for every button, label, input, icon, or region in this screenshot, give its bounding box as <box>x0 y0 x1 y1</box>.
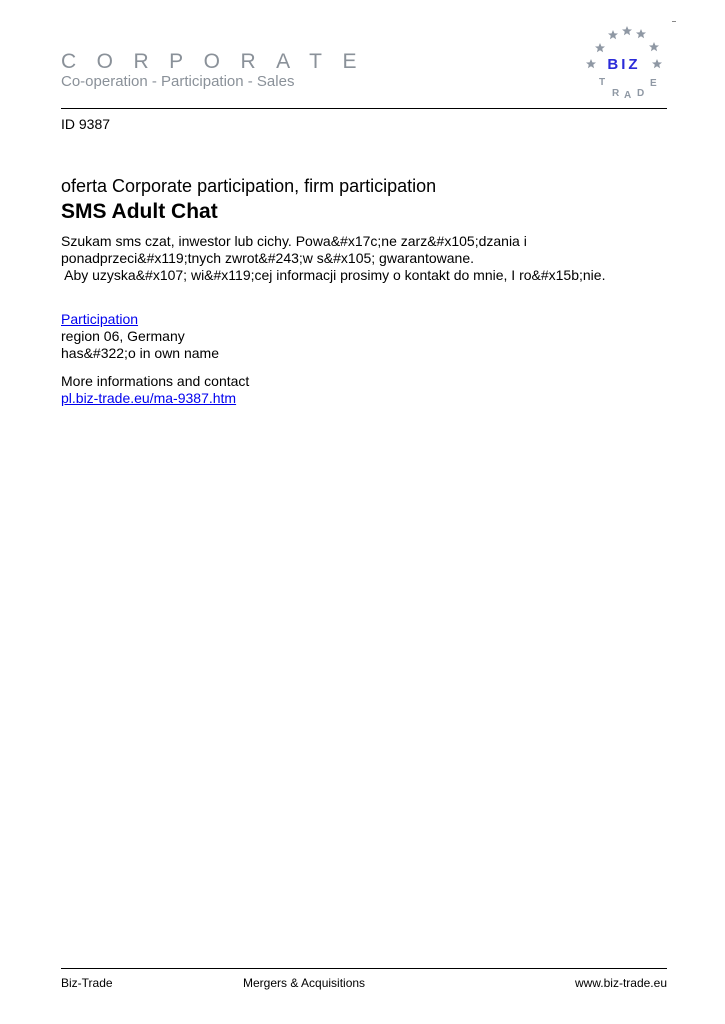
star-icon <box>652 59 662 68</box>
star-icon <box>636 29 646 38</box>
offer-description <box>61 233 671 284</box>
offer-headline: SMS Adult Chat <box>61 200 218 223</box>
description-line: ponadprzeci&#x119;tnych zwrot&#243;w s&#x105; gwarantowane. <box>61 250 474 266</box>
footer-left: Biz-Trade <box>61 976 113 990</box>
region-text: region 06, Germany <box>61 328 185 344</box>
category-link[interactable]: Participation <box>61 311 139 327</box>
document-id: ID 9387 <box>61 116 111 132</box>
offer-url-link[interactable]: pl.biz-trade.eu/ma-9387.htm <box>61 390 237 406</box>
footer-right: www.biz-trade.eu <box>574 976 667 990</box>
logo-arc-letter: A <box>624 90 632 101</box>
biz-trade-logo <box>580 20 680 104</box>
star-icon <box>649 42 659 51</box>
description-line: Szukam sms czat, inwestor lub cichy. Powa&#x17c;ne zarz&#x105;dzania i <box>61 233 527 249</box>
owner-text: has&#322;o in own name <box>61 345 219 361</box>
star-icon <box>586 59 596 68</box>
star-icon <box>608 30 618 39</box>
contact-label: More informations and contact <box>61 373 250 389</box>
header-subtitle: Co-operation - Participation - Sales <box>61 73 295 90</box>
star-icon <box>595 43 605 52</box>
logo-arc-letter: E <box>650 78 657 89</box>
footer-center: Mergers & Acquisitions <box>243 976 366 990</box>
header-title: CORPORATE <box>61 50 377 73</box>
logo-arc-letter: T <box>599 77 606 88</box>
logo-arc-letter: D <box>637 88 645 99</box>
offer-line: oferta Corporate participation, firm participation <box>61 176 437 196</box>
star-icon <box>622 26 632 35</box>
logo-center-text: BIZ <box>607 56 641 73</box>
header-divider <box>61 108 667 109</box>
footer-divider <box>61 968 667 969</box>
description-line: Aby uzyska&#x107; wi&#x119;cej informacji prosimy o kontakt do mnie, I ro&#x15b;nie. <box>61 267 606 283</box>
logo-arc-letter: R <box>612 88 620 99</box>
